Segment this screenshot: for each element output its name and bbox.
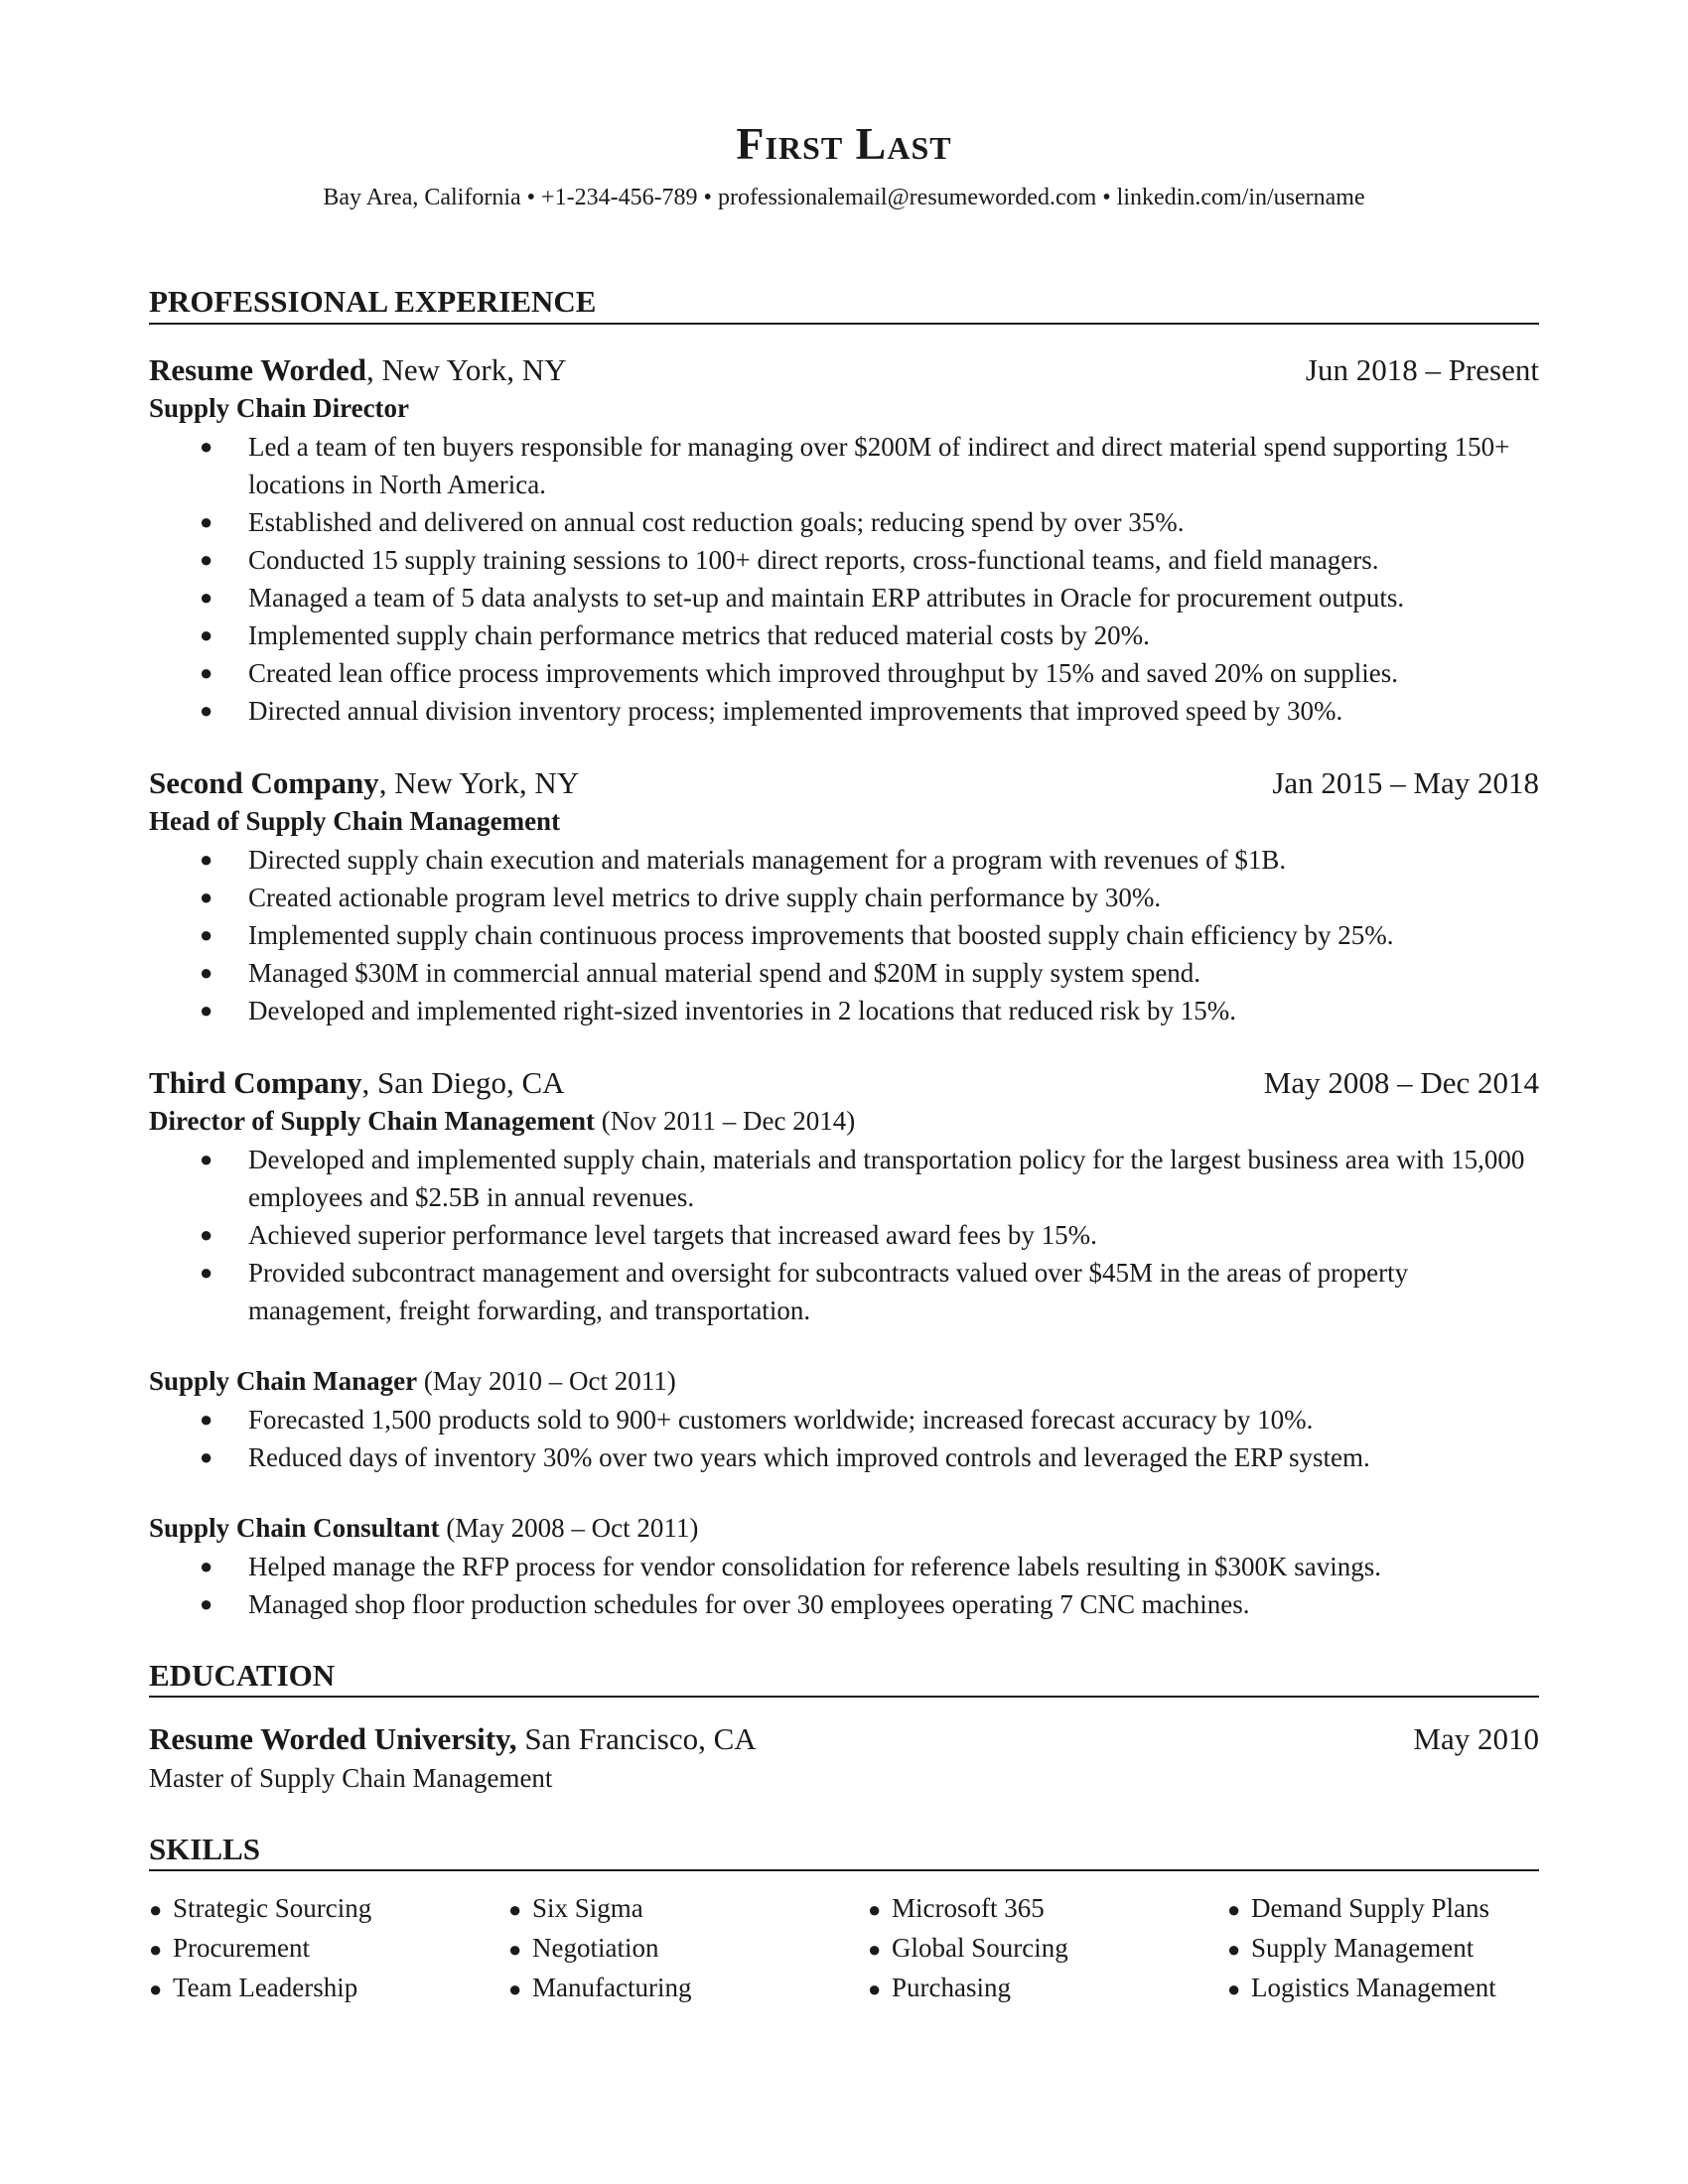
job-header: [149, 350, 1539, 390]
role-title: Supply Chain Director: [149, 392, 410, 423]
education-header: [149, 1719, 1539, 1759]
education-entry: [149, 1719, 1539, 1797]
role-title: Head of Supply Chain Management: [149, 805, 561, 836]
bullet-icon: ●: [1227, 1936, 1241, 1962]
skill-item: ● Microsoft 365: [868, 1889, 1227, 1929]
skill-item: ● Team Leadership: [149, 1969, 508, 2008]
bullet-item: ● Directed supply chain execution and materials management for a program with revenues of $1B.: [149, 841, 1539, 879]
company-location: , San Diego, CA: [361, 1064, 565, 1100]
job-dates: Jan 2015 – May 2018: [1272, 764, 1539, 800]
skill-item: ● Manufacturing: [508, 1969, 868, 2008]
bullet-icon: ●: [200, 697, 213, 723]
bullet-icon: ●: [200, 659, 213, 685]
bullet-item: ● Established and delivered on annual cost reduction goals; reducing spend by over 35%.: [149, 503, 1539, 541]
bullet-item: ● Managed a team of 5 data analysts to set-up and maintain ERP attributes in Oracle for procurement outputs.: [149, 579, 1539, 616]
company-name: Second Company: [149, 764, 379, 800]
company-name: Third Company: [149, 1064, 362, 1100]
bullet-icon: ●: [149, 1936, 163, 1962]
job-entry-resume-worded: [149, 350, 1539, 730]
bullet-icon: ●: [200, 921, 213, 947]
bullet-item: ● Created actionable program level metrics to drive supply chain performance by 30%.: [149, 879, 1539, 916]
role-title: Director of Supply Chain Management: [149, 1105, 596, 1136]
experience-section-title: PROFESSIONAL EXPERIENCE: [149, 283, 1539, 324]
role-period: (Nov 2011 – Dec 2014): [595, 1105, 856, 1136]
education-section-title: EDUCATION: [149, 1657, 1539, 1698]
bullet-icon: ●: [868, 1976, 882, 2001]
skill-item: ● Purchasing: [868, 1969, 1227, 2008]
bullet-icon: ●: [200, 621, 213, 647]
bullet-icon: ●: [200, 1259, 213, 1285]
role-title: Supply Chain Consultant: [149, 1512, 440, 1543]
candidate-name: First Last: [736, 118, 952, 169]
bullet-item: ● Forecasted 1,500 products sold to 900+ customers worldwide; increased forecast accuracy by 10%.: [149, 1401, 1539, 1438]
skill-item: ● Logistics Management: [1227, 1969, 1539, 2008]
bullet-item: ● Developed and implemented supply chain, materials and transportation policy for the largest business area with 15,000 employees and $2.5B in annual revenues.: [149, 1141, 1539, 1216]
bullet-icon: ●: [200, 959, 213, 985]
bullet-icon: ●: [200, 1443, 213, 1469]
bullet-item: ● Provided subcontract management and oversight for subcontracts valued over $45M in the areas of property management, freight forwarding, and transportation.: [149, 1254, 1539, 1329]
bullet-icon: ●: [200, 546, 213, 572]
job-entry-second-company: [149, 763, 1539, 1029]
bullet-item: ● Achieved superior performance level targets that increased award fees by 15%.: [149, 1216, 1539, 1254]
bullet-icon: ●: [200, 433, 213, 459]
job-dates: May 2008 – Dec 2014: [1263, 1064, 1539, 1100]
bullet-item: ● Led a team of ten buyers responsible for managing over $200M of indirect and direct material spend supporting 150+ locations in North America.: [149, 428, 1539, 503]
role-line: [149, 1510, 1539, 1546]
bullet-item: ● Managed $30M in commercial annual material spend and $20M in supply system spend.: [149, 954, 1539, 992]
skill-item: ● Global Sourcing: [868, 1929, 1227, 1969]
role-line: [149, 803, 1539, 839]
company-line: [149, 1063, 565, 1103]
bullet-item: ● Reduced days of inventory 30% over two years which improved controls and leveraged the ERP system.: [149, 1438, 1539, 1476]
bullet-item: ● Conducted 15 supply training sessions to 100+ direct reports, cross-functional teams, and field managers.: [149, 541, 1539, 579]
bullet-item: ● Implemented supply chain continuous process improvements that boosted supply chain efficiency by 25%.: [149, 916, 1539, 954]
bullet-icon: ●: [200, 1590, 213, 1616]
skill-item: ● Six Sigma: [508, 1889, 868, 1929]
bullet-icon: ●: [200, 1146, 213, 1171]
bullet-item: ● Created lean office process improvements which improved throughput by 15% and saved 20% on supplies.: [149, 654, 1539, 692]
education-date: May 2010: [1413, 1720, 1539, 1756]
skill-item: ● Supply Management: [1227, 1929, 1539, 1969]
skill-item: ● Negotiation: [508, 1929, 868, 1969]
bullet-item: ● Implemented supply chain performance metrics that reduced material costs by 20%.: [149, 616, 1539, 654]
bullet-icon: ●: [200, 884, 213, 909]
role-period: (May 2008 – Oct 2011): [439, 1512, 699, 1543]
bullet-list: [149, 428, 1539, 730]
skill-item: ● Demand Supply Plans: [1227, 1889, 1539, 1929]
bullet-icon: ●: [200, 997, 213, 1023]
job-header: [149, 763, 1539, 803]
company-line: [149, 350, 567, 390]
company-line: [149, 763, 579, 803]
bullet-icon: ●: [868, 1896, 882, 1922]
role-period: (May 2010 – Oct 2011): [417, 1365, 676, 1396]
company-location: , New York, NY: [378, 764, 580, 800]
bullet-icon: ●: [149, 1896, 163, 1922]
bullet-icon: ●: [200, 1553, 213, 1578]
bullet-list: [149, 1548, 1539, 1623]
resume-content: [149, 119, 1539, 2008]
bullet-icon: ●: [1227, 1976, 1241, 2001]
contact-line: Bay Area, California • +1-234-456-789 • professionalemail@resumeworded.com • linkedin.com/in/username: [323, 184, 1365, 210]
role-line: [149, 1363, 1539, 1399]
bullet-icon: ●: [200, 846, 213, 872]
job-entry-third-company: [149, 1063, 1539, 1623]
job-dates: Jun 2018 – Present: [1305, 351, 1539, 387]
role-line: [149, 390, 1539, 426]
role-line: [149, 1103, 1539, 1139]
school-location: San Francisco, CA: [516, 1720, 757, 1756]
bullet-icon: ●: [868, 1936, 882, 1962]
bullet-icon: ●: [200, 508, 213, 534]
school-line: [149, 1719, 757, 1759]
bullet-item: ● Managed shop floor production schedules for over 30 employees operating 7 CNC machines.: [149, 1585, 1539, 1623]
bullet-list: [149, 841, 1539, 1029]
company-name: Resume Worded: [149, 351, 367, 387]
skills-grid: [149, 1889, 1539, 2008]
skill-item: ● Procurement: [149, 1929, 508, 1969]
bullet-item: ● Helped manage the RFP process for vendor consolidation for reference labels resulting in $300K savings.: [149, 1548, 1539, 1585]
bullet-icon: ●: [1227, 1896, 1241, 1922]
degree: Master of Supply Chain Management: [149, 1762, 553, 1793]
bullet-icon: ●: [200, 584, 213, 610]
bullet-item: ● Directed annual division inventory process; implemented improvements that improved speed by 30%.: [149, 692, 1539, 730]
bullet-list: [149, 1401, 1539, 1476]
skill-item: ● Strategic Sourcing: [149, 1889, 508, 1929]
bullet-icon: ●: [508, 1976, 522, 2001]
school-name: Resume Worded University,: [149, 1720, 517, 1756]
bullet-icon: ●: [508, 1936, 522, 1962]
bullet-item: ● Developed and implemented right-sized inventories in 2 locations that reduced risk by 15%.: [149, 992, 1539, 1029]
bullet-icon: ●: [149, 1976, 163, 2001]
bullet-icon: ●: [508, 1896, 522, 1922]
skills-section-title: SKILLS: [149, 1831, 1539, 1871]
job-header: [149, 1063, 1539, 1103]
company-location: , New York, NY: [366, 351, 567, 387]
bullet-list: [149, 1141, 1539, 1329]
bullet-icon: ●: [200, 1406, 213, 1432]
role-title: Supply Chain Manager: [149, 1365, 418, 1396]
bullet-icon: ●: [200, 1221, 213, 1247]
